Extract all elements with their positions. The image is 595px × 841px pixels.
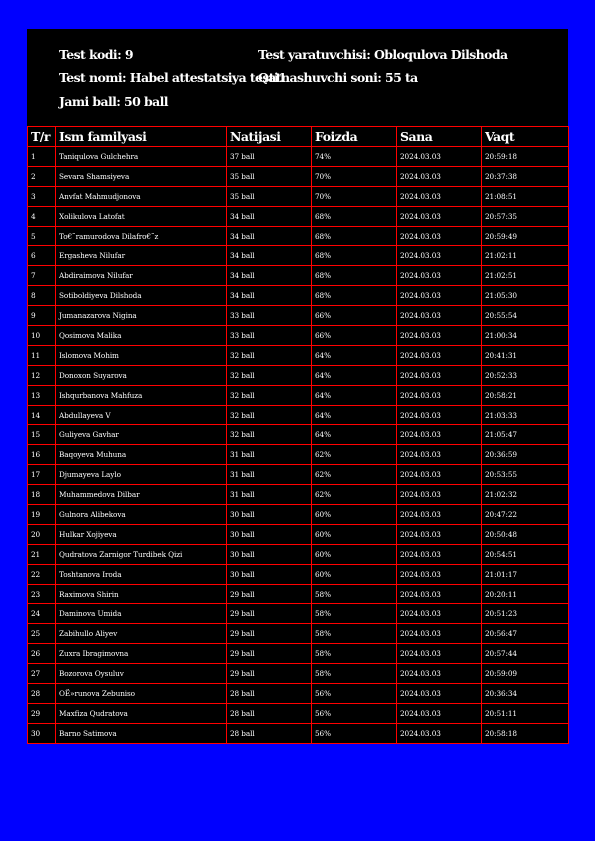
date: 2024.03.03	[397, 345, 482, 365]
results-body	[28, 147, 569, 744]
table-header-row	[28, 127, 569, 147]
time: 20:57:35	[482, 206, 569, 226]
date: 2024.03.03	[397, 703, 482, 723]
date: 2024.03.03	[397, 306, 482, 326]
date: 2024.03.03	[397, 524, 482, 544]
row-index: 14	[28, 405, 56, 425]
percent: 66%	[312, 326, 397, 346]
percent: 64%	[312, 405, 397, 425]
time: 21:03:33	[482, 405, 569, 425]
time: 20:47:22	[482, 505, 569, 525]
table-row	[28, 544, 569, 564]
results-table	[27, 126, 569, 744]
time: 21:05:47	[482, 425, 569, 445]
table-row	[28, 485, 569, 505]
column-header-result: Natijasi	[227, 127, 312, 147]
time: 20:58:21	[482, 385, 569, 405]
table-row	[28, 147, 569, 167]
row-index: 29	[28, 703, 56, 723]
table-row	[28, 664, 569, 684]
percent: 60%	[312, 505, 397, 525]
percent: 64%	[312, 425, 397, 445]
table-row	[28, 505, 569, 525]
row-index: 7	[28, 266, 56, 286]
time: 20:59:49	[482, 226, 569, 246]
column-header-name: Ism familyasi	[56, 127, 227, 147]
date: 2024.03.03	[397, 186, 482, 206]
student-name: Toshtanova Iroda	[56, 564, 227, 584]
time: 20:57:44	[482, 644, 569, 664]
percent: 56%	[312, 703, 397, 723]
percent: 56%	[312, 723, 397, 743]
time: 21:08:51	[482, 186, 569, 206]
time: 20:52:33	[482, 365, 569, 385]
table-row	[28, 684, 569, 704]
percent: 60%	[312, 524, 397, 544]
student-name: Hulkar Xojiyeva	[56, 524, 227, 544]
table-row	[28, 246, 569, 266]
row-index: 4	[28, 206, 56, 226]
test-code: Test kodi: 9	[59, 47, 133, 62]
test-creator: Test yaratuvchisi: Obloqulova Dilshoda	[258, 47, 508, 62]
row-index: 20	[28, 524, 56, 544]
row-index: 28	[28, 684, 56, 704]
date: 2024.03.03	[397, 425, 482, 445]
time: 21:05:30	[482, 286, 569, 306]
student-name: Daminova Umida	[56, 604, 227, 624]
date: 2024.03.03	[397, 365, 482, 385]
table-row	[28, 584, 569, 604]
table-row	[28, 226, 569, 246]
table-row	[28, 703, 569, 723]
column-header-time: Vaqt	[482, 127, 569, 147]
row-index: 13	[28, 385, 56, 405]
date: 2024.03.03	[397, 326, 482, 346]
table-row	[28, 604, 569, 624]
student-name: To€˜ramurodova Dilafro€˜z	[56, 226, 227, 246]
percent: 58%	[312, 624, 397, 644]
participant-count: Qatnashuvchi soni: 55 ta	[258, 70, 418, 85]
row-index: 24	[28, 604, 56, 624]
date: 2024.03.03	[397, 226, 482, 246]
date: 2024.03.03	[397, 465, 482, 485]
date: 2024.03.03	[397, 564, 482, 584]
row-index: 8	[28, 286, 56, 306]
date: 2024.03.03	[397, 544, 482, 564]
time: 20:50:48	[482, 524, 569, 544]
student-name: Zuxra Ibragimovna	[56, 644, 227, 664]
score: 32 ball	[227, 365, 312, 385]
test-info-header	[27, 29, 568, 126]
time: 20:51:23	[482, 604, 569, 624]
total-score: Jami ball: 50 ball	[59, 94, 168, 109]
student-name: Anvfat Mahmudjonova	[56, 186, 227, 206]
score: 31 ball	[227, 485, 312, 505]
score: 31 ball	[227, 445, 312, 465]
row-index: 19	[28, 505, 56, 525]
time: 20:59:09	[482, 664, 569, 684]
score: 33 ball	[227, 326, 312, 346]
student-name: Donoxon Suyarova	[56, 365, 227, 385]
table-row	[28, 326, 569, 346]
row-index: 27	[28, 664, 56, 684]
row-index: 21	[28, 544, 56, 564]
student-name: Qudratova Zarnigor Turdibek Qizi	[56, 544, 227, 564]
student-name: Baqoyeva Muhuna	[56, 445, 227, 465]
score: 30 ball	[227, 544, 312, 564]
score: 30 ball	[227, 524, 312, 544]
date: 2024.03.03	[397, 405, 482, 425]
row-index: 18	[28, 485, 56, 505]
student-name: Guliyeva Gavhar	[56, 425, 227, 445]
date: 2024.03.03	[397, 505, 482, 525]
student-name: Qosimova Malika	[56, 326, 227, 346]
time: 20:36:34	[482, 684, 569, 704]
percent: 74%	[312, 147, 397, 167]
column-header-date: Sana	[397, 127, 482, 147]
score: 30 ball	[227, 564, 312, 584]
student-name: Ergasheva Nilufar	[56, 246, 227, 266]
percent: 64%	[312, 385, 397, 405]
student-name: Raximova Shirin	[56, 584, 227, 604]
score: 34 ball	[227, 246, 312, 266]
percent: 62%	[312, 445, 397, 465]
score: 32 ball	[227, 405, 312, 425]
table-row	[28, 644, 569, 664]
score: 32 ball	[227, 345, 312, 365]
score: 29 ball	[227, 624, 312, 644]
score: 28 ball	[227, 703, 312, 723]
row-index: 12	[28, 365, 56, 385]
row-index: 30	[28, 723, 56, 743]
date: 2024.03.03	[397, 166, 482, 186]
time: 21:02:51	[482, 266, 569, 286]
row-index: 11	[28, 345, 56, 365]
table-row	[28, 445, 569, 465]
table-row	[28, 365, 569, 385]
score: 32 ball	[227, 385, 312, 405]
score: 34 ball	[227, 226, 312, 246]
student-name: Xolikulova Latofat	[56, 206, 227, 226]
row-index: 17	[28, 465, 56, 485]
time: 21:00:34	[482, 326, 569, 346]
score: 37 ball	[227, 147, 312, 167]
percent: 58%	[312, 604, 397, 624]
time: 20:41:31	[482, 345, 569, 365]
score: 29 ball	[227, 604, 312, 624]
time: 20:54:51	[482, 544, 569, 564]
student-name: Abdullayeva V	[56, 405, 227, 425]
score: 28 ball	[227, 684, 312, 704]
row-index: 2	[28, 166, 56, 186]
student-name: Bozorova Oysuluv	[56, 664, 227, 684]
date: 2024.03.03	[397, 604, 482, 624]
table-row	[28, 425, 569, 445]
table-row	[28, 345, 569, 365]
row-index: 3	[28, 186, 56, 206]
percent: 70%	[312, 186, 397, 206]
row-index: 25	[28, 624, 56, 644]
score: 28 ball	[227, 723, 312, 743]
percent: 66%	[312, 306, 397, 326]
percent: 58%	[312, 584, 397, 604]
percent: 60%	[312, 544, 397, 564]
time: 20:36:59	[482, 445, 569, 465]
percent: 68%	[312, 226, 397, 246]
time: 20:53:55	[482, 465, 569, 485]
date: 2024.03.03	[397, 684, 482, 704]
table-row	[28, 306, 569, 326]
student-name: Gulnora Alibekova	[56, 505, 227, 525]
date: 2024.03.03	[397, 445, 482, 465]
score: 29 ball	[227, 644, 312, 664]
table-row	[28, 266, 569, 286]
row-index: 6	[28, 246, 56, 266]
score: 29 ball	[227, 584, 312, 604]
test-name: Test nomi: Habel attestatsiya testi1	[59, 70, 287, 85]
student-name: Djumayeva Laylo	[56, 465, 227, 485]
time: 20:51:11	[482, 703, 569, 723]
date: 2024.03.03	[397, 664, 482, 684]
row-index: 15	[28, 425, 56, 445]
student-name: Abdiraimova Nilufar	[56, 266, 227, 286]
time: 20:20:11	[482, 584, 569, 604]
date: 2024.03.03	[397, 385, 482, 405]
table-row	[28, 465, 569, 485]
table-row	[28, 524, 569, 544]
student-name: Islomova Mohim	[56, 345, 227, 365]
score: 29 ball	[227, 664, 312, 684]
table-row	[28, 723, 569, 743]
percent: 68%	[312, 246, 397, 266]
table-row	[28, 385, 569, 405]
time: 20:37:38	[482, 166, 569, 186]
date: 2024.03.03	[397, 624, 482, 644]
percent: 58%	[312, 664, 397, 684]
percent: 64%	[312, 345, 397, 365]
score: 35 ball	[227, 166, 312, 186]
date: 2024.03.03	[397, 147, 482, 167]
date: 2024.03.03	[397, 723, 482, 743]
date: 2024.03.03	[397, 266, 482, 286]
student-name: Muhammedova Dilbar	[56, 485, 227, 505]
date: 2024.03.03	[397, 584, 482, 604]
score: 34 ball	[227, 286, 312, 306]
time: 20:59:18	[482, 147, 569, 167]
score: 33 ball	[227, 306, 312, 326]
row-index: 9	[28, 306, 56, 326]
percent: 68%	[312, 206, 397, 226]
percent: 62%	[312, 465, 397, 485]
table-row	[28, 206, 569, 226]
time: 20:55:54	[482, 306, 569, 326]
row-index: 1	[28, 147, 56, 167]
score: 32 ball	[227, 425, 312, 445]
date: 2024.03.03	[397, 206, 482, 226]
percent: 68%	[312, 286, 397, 306]
row-index: 26	[28, 644, 56, 664]
time: 21:01:17	[482, 564, 569, 584]
score: 34 ball	[227, 206, 312, 226]
percent: 62%	[312, 485, 397, 505]
date: 2024.03.03	[397, 485, 482, 505]
percent: 60%	[312, 564, 397, 584]
table-row	[28, 564, 569, 584]
student-name: Maxfiza Qudratova	[56, 703, 227, 723]
date: 2024.03.03	[397, 286, 482, 306]
time: 21:02:32	[482, 485, 569, 505]
score: 34 ball	[227, 266, 312, 286]
column-header-percent: Foizda	[312, 127, 397, 147]
student-name: OЁ»runova Zebuniso	[56, 684, 227, 704]
row-index: 5	[28, 226, 56, 246]
student-name: Taniqulova Gulchehra	[56, 147, 227, 167]
date: 2024.03.03	[397, 644, 482, 664]
table-row	[28, 624, 569, 644]
column-header-index: T/r	[28, 127, 56, 147]
student-name: Barno Satimova	[56, 723, 227, 743]
time: 20:56:47	[482, 624, 569, 644]
date: 2024.03.03	[397, 246, 482, 266]
results-sheet	[27, 29, 568, 744]
score: 30 ball	[227, 505, 312, 525]
percent: 64%	[312, 365, 397, 385]
percent: 58%	[312, 644, 397, 664]
percent: 68%	[312, 266, 397, 286]
row-index: 16	[28, 445, 56, 465]
percent: 70%	[312, 166, 397, 186]
student-name: Zabihullo Aliyev	[56, 624, 227, 644]
time: 20:58:18	[482, 723, 569, 743]
student-name: Sotiboldiyeva Dilshoda	[56, 286, 227, 306]
table-row	[28, 186, 569, 206]
row-index: 10	[28, 326, 56, 346]
percent: 56%	[312, 684, 397, 704]
table-row	[28, 166, 569, 186]
score: 35 ball	[227, 186, 312, 206]
row-index: 23	[28, 584, 56, 604]
row-index: 22	[28, 564, 56, 584]
student-name: Jumanazarova Nigina	[56, 306, 227, 326]
student-name: Ishqurbanova Mahfuza	[56, 385, 227, 405]
table-row	[28, 286, 569, 306]
table-row	[28, 405, 569, 425]
time: 21:02:11	[482, 246, 569, 266]
score: 31 ball	[227, 465, 312, 485]
student-name: Sevara Shamsiyeva	[56, 166, 227, 186]
